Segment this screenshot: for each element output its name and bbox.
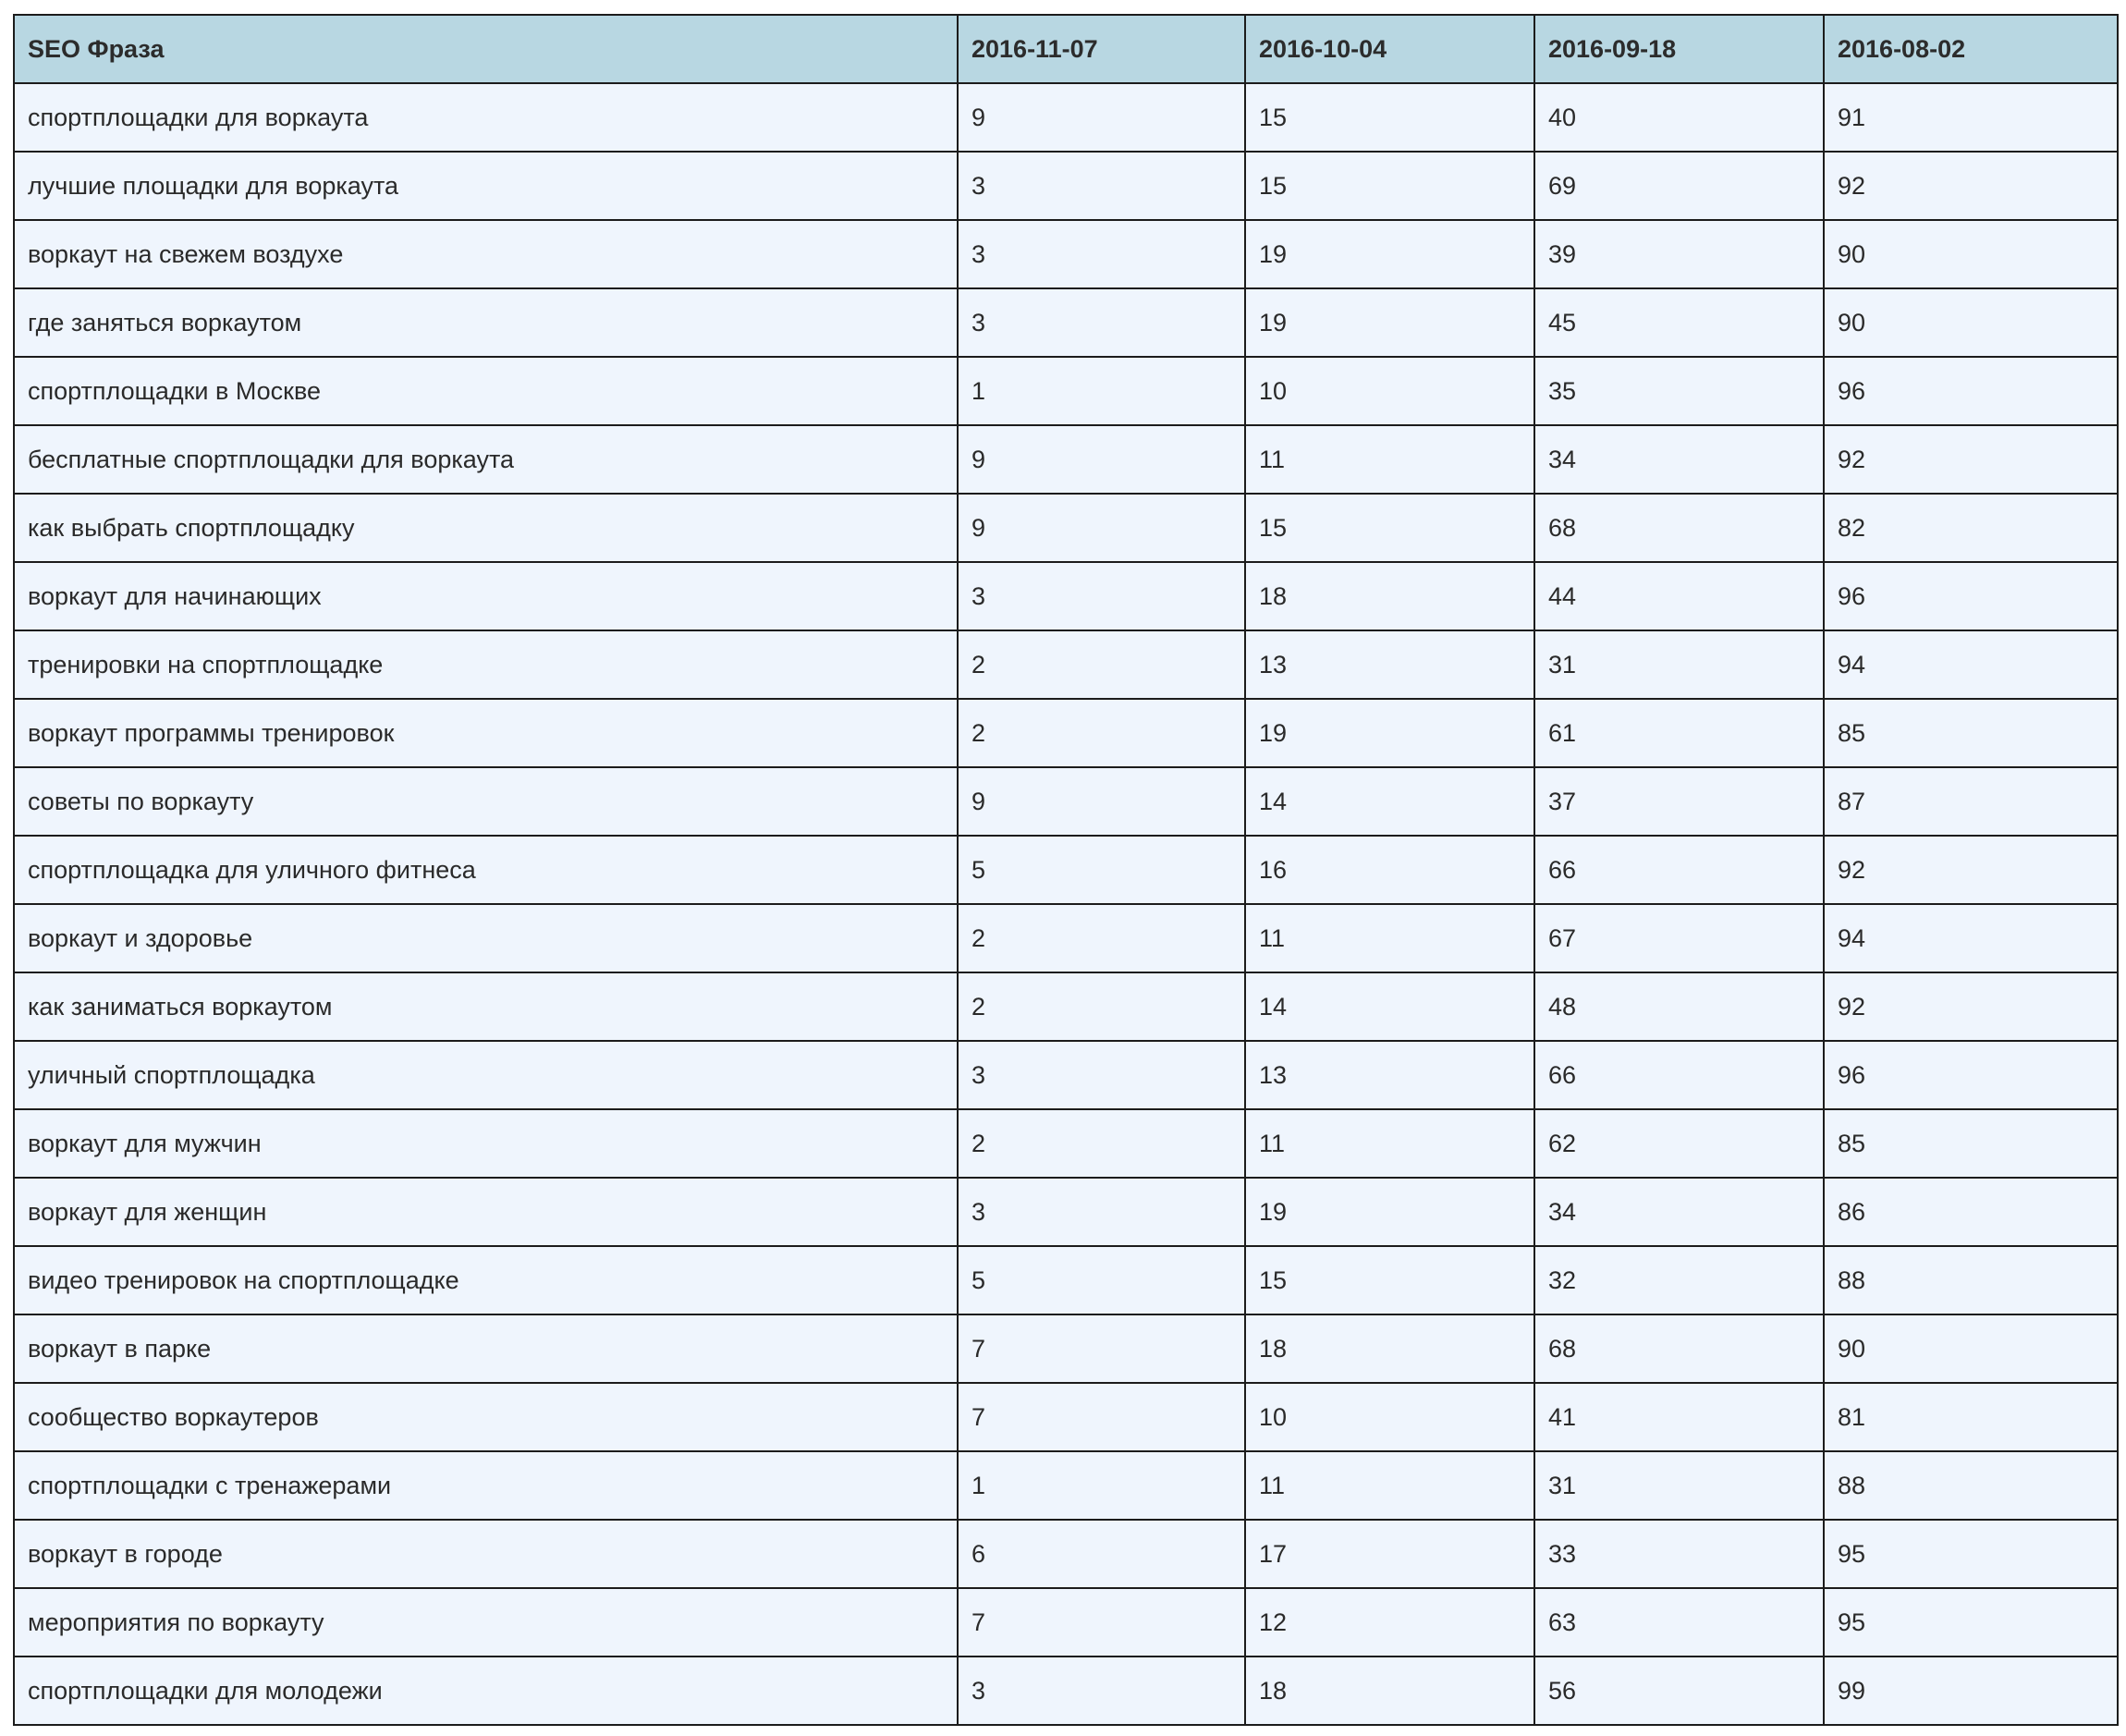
cell-phrase: спортплощадки в Москве [14, 357, 958, 425]
table-body [14, 83, 2118, 1725]
cell-2016-10-04: 11 [1245, 904, 1534, 972]
cell-2016-08-02: 96 [1824, 1041, 2118, 1109]
table-row [14, 1178, 2118, 1246]
cell-2016-08-02: 87 [1824, 767, 2118, 836]
cell-2016-10-04: 11 [1245, 1109, 1534, 1178]
table-row [14, 904, 2118, 972]
cell-phrase: спортплощадка для уличного фитнеса [14, 836, 958, 904]
cell-2016-08-02: 92 [1824, 972, 2118, 1041]
table-row [14, 1451, 2118, 1520]
cell-phrase: тренировки на спортплощадке [14, 630, 958, 699]
cell-2016-11-07: 9 [958, 83, 1245, 152]
cell-2016-11-07: 5 [958, 1246, 1245, 1314]
cell-2016-10-04: 11 [1245, 425, 1534, 494]
table-row [14, 425, 2118, 494]
cell-2016-09-18: 66 [1534, 1041, 1824, 1109]
cell-2016-10-04: 13 [1245, 630, 1534, 699]
cell-2016-08-02: 81 [1824, 1383, 2118, 1451]
cell-2016-10-04: 19 [1245, 288, 1534, 357]
cell-2016-10-04: 15 [1245, 1246, 1534, 1314]
cell-2016-08-02: 90 [1824, 288, 2118, 357]
cell-phrase: бесплатные спортплощадки для воркаута [14, 425, 958, 494]
cell-phrase: спортплощадки для молодежи [14, 1657, 958, 1725]
cell-2016-11-07: 2 [958, 972, 1245, 1041]
table-row [14, 1657, 2118, 1725]
cell-phrase: как заниматься воркаутом [14, 972, 958, 1041]
table-row [14, 357, 2118, 425]
cell-2016-09-18: 40 [1534, 83, 1824, 152]
cell-phrase: спортплощадки с тренажерами [14, 1451, 958, 1520]
cell-2016-09-18: 45 [1534, 288, 1824, 357]
table-row [14, 699, 2118, 767]
table-header [14, 15, 2118, 83]
cell-phrase: видео тренировок на спортплощадке [14, 1246, 958, 1314]
cell-2016-11-07: 2 [958, 1109, 1245, 1178]
cell-2016-08-02: 99 [1824, 1657, 2118, 1725]
cell-2016-11-07: 1 [958, 1451, 1245, 1520]
cell-2016-08-02: 96 [1824, 562, 2118, 630]
cell-2016-08-02: 90 [1824, 220, 2118, 288]
cell-phrase: советы по воркауту [14, 767, 958, 836]
cell-2016-08-02: 86 [1824, 1178, 2118, 1246]
cell-2016-11-07: 9 [958, 425, 1245, 494]
cell-2016-08-02: 96 [1824, 357, 2118, 425]
cell-phrase: лучшие площадки для воркаута [14, 152, 958, 220]
cell-2016-10-04: 11 [1245, 1451, 1534, 1520]
table-row [14, 1109, 2118, 1178]
header-date-2016-10-04: 2016-10-04 [1245, 15, 1534, 83]
table-row [14, 1588, 2118, 1657]
cell-2016-09-18: 56 [1534, 1657, 1824, 1725]
cell-2016-09-18: 61 [1534, 699, 1824, 767]
cell-2016-11-07: 6 [958, 1520, 1245, 1588]
cell-2016-09-18: 62 [1534, 1109, 1824, 1178]
cell-2016-09-18: 44 [1534, 562, 1824, 630]
table-row [14, 1246, 2118, 1314]
cell-2016-08-02: 92 [1824, 425, 2118, 494]
table-row [14, 972, 2118, 1041]
table-row [14, 152, 2118, 220]
header-date-2016-11-07: 2016-11-07 [958, 15, 1245, 83]
cell-2016-09-18: 34 [1534, 425, 1824, 494]
cell-phrase: воркаут для мужчин [14, 1109, 958, 1178]
table-row [14, 1041, 2118, 1109]
cell-2016-10-04: 14 [1245, 972, 1534, 1041]
cell-2016-09-18: 31 [1534, 1451, 1824, 1520]
cell-2016-08-02: 90 [1824, 1314, 2118, 1383]
cell-2016-08-02: 92 [1824, 152, 2118, 220]
cell-2016-11-07: 3 [958, 152, 1245, 220]
table-row [14, 1383, 2118, 1451]
table-row [14, 494, 2118, 562]
cell-2016-08-02: 94 [1824, 630, 2118, 699]
cell-2016-08-02: 92 [1824, 836, 2118, 904]
cell-phrase: как выбрать спортплощадку [14, 494, 958, 562]
cell-2016-10-04: 19 [1245, 1178, 1534, 1246]
cell-2016-09-18: 48 [1534, 972, 1824, 1041]
cell-2016-08-02: 91 [1824, 83, 2118, 152]
table-row [14, 83, 2118, 152]
cell-2016-09-18: 34 [1534, 1178, 1824, 1246]
cell-2016-10-04: 14 [1245, 767, 1534, 836]
cell-2016-11-07: 3 [958, 1657, 1245, 1725]
cell-2016-09-18: 66 [1534, 836, 1824, 904]
cell-2016-09-18: 37 [1534, 767, 1824, 836]
cell-2016-09-18: 33 [1534, 1520, 1824, 1588]
seo-phrases-table [13, 14, 2119, 1726]
cell-2016-11-07: 2 [958, 699, 1245, 767]
cell-2016-11-07: 7 [958, 1588, 1245, 1657]
cell-2016-08-02: 94 [1824, 904, 2118, 972]
cell-2016-11-07: 3 [958, 220, 1245, 288]
cell-2016-10-04: 18 [1245, 562, 1534, 630]
cell-2016-11-07: 5 [958, 836, 1245, 904]
cell-2016-10-04: 18 [1245, 1314, 1534, 1383]
cell-2016-11-07: 9 [958, 767, 1245, 836]
cell-phrase: воркаут для женщин [14, 1178, 958, 1246]
cell-2016-10-04: 19 [1245, 220, 1534, 288]
cell-2016-10-04: 15 [1245, 83, 1534, 152]
table-row [14, 288, 2118, 357]
cell-phrase: уличный спортплощадка [14, 1041, 958, 1109]
header-row [14, 15, 2118, 83]
cell-2016-11-07: 2 [958, 904, 1245, 972]
cell-2016-09-18: 67 [1534, 904, 1824, 972]
table-row [14, 630, 2118, 699]
table-row [14, 562, 2118, 630]
cell-2016-10-04: 10 [1245, 357, 1534, 425]
cell-phrase: воркаут для начинающих [14, 562, 958, 630]
cell-2016-08-02: 82 [1824, 494, 2118, 562]
header-date-2016-09-18: 2016-09-18 [1534, 15, 1824, 83]
cell-phrase: сообщество воркаутеров [14, 1383, 958, 1451]
cell-2016-10-04: 12 [1245, 1588, 1534, 1657]
cell-2016-08-02: 88 [1824, 1451, 2118, 1520]
cell-2016-11-07: 2 [958, 630, 1245, 699]
cell-2016-09-18: 68 [1534, 494, 1824, 562]
cell-2016-10-04: 18 [1245, 1657, 1534, 1725]
cell-2016-09-18: 69 [1534, 152, 1824, 220]
table-row [14, 836, 2118, 904]
cell-2016-10-04: 16 [1245, 836, 1534, 904]
cell-2016-10-04: 19 [1245, 699, 1534, 767]
cell-2016-10-04: 10 [1245, 1383, 1534, 1451]
cell-2016-11-07: 1 [958, 357, 1245, 425]
cell-2016-11-07: 3 [958, 1178, 1245, 1246]
header-seo-phrase: SEO Фраза [14, 15, 958, 83]
cell-2016-09-18: 63 [1534, 1588, 1824, 1657]
cell-phrase: мероприятия по воркауту [14, 1588, 958, 1657]
cell-2016-11-07: 3 [958, 1041, 1245, 1109]
cell-2016-08-02: 95 [1824, 1520, 2118, 1588]
cell-2016-08-02: 85 [1824, 699, 2118, 767]
cell-2016-09-18: 31 [1534, 630, 1824, 699]
seo-table-container [13, 14, 2117, 1726]
cell-2016-08-02: 95 [1824, 1588, 2118, 1657]
cell-2016-11-07: 9 [958, 494, 1245, 562]
cell-2016-08-02: 85 [1824, 1109, 2118, 1178]
cell-2016-10-04: 15 [1245, 152, 1534, 220]
cell-2016-08-02: 88 [1824, 1246, 2118, 1314]
table-row [14, 1520, 2118, 1588]
cell-2016-10-04: 15 [1245, 494, 1534, 562]
cell-phrase: воркаут в парке [14, 1314, 958, 1383]
cell-2016-09-18: 39 [1534, 220, 1824, 288]
cell-phrase: воркаут и здоровье [14, 904, 958, 972]
cell-2016-11-07: 3 [958, 288, 1245, 357]
cell-2016-11-07: 3 [958, 562, 1245, 630]
table-row [14, 220, 2118, 288]
cell-2016-11-07: 7 [958, 1383, 1245, 1451]
table-row [14, 1314, 2118, 1383]
cell-2016-09-18: 68 [1534, 1314, 1824, 1383]
table-row [14, 767, 2118, 836]
header-date-2016-08-02: 2016-08-02 [1824, 15, 2118, 83]
cell-2016-09-18: 35 [1534, 357, 1824, 425]
cell-2016-09-18: 32 [1534, 1246, 1824, 1314]
cell-phrase: где заняться воркаутом [14, 288, 958, 357]
cell-phrase: воркаут в городе [14, 1520, 958, 1588]
cell-2016-10-04: 17 [1245, 1520, 1534, 1588]
cell-phrase: воркаут программы тренировок [14, 699, 958, 767]
cell-2016-09-18: 41 [1534, 1383, 1824, 1451]
cell-2016-10-04: 13 [1245, 1041, 1534, 1109]
cell-2016-11-07: 7 [958, 1314, 1245, 1383]
cell-phrase: спортплощадки для воркаута [14, 83, 958, 152]
cell-phrase: воркаут на свежем воздухе [14, 220, 958, 288]
